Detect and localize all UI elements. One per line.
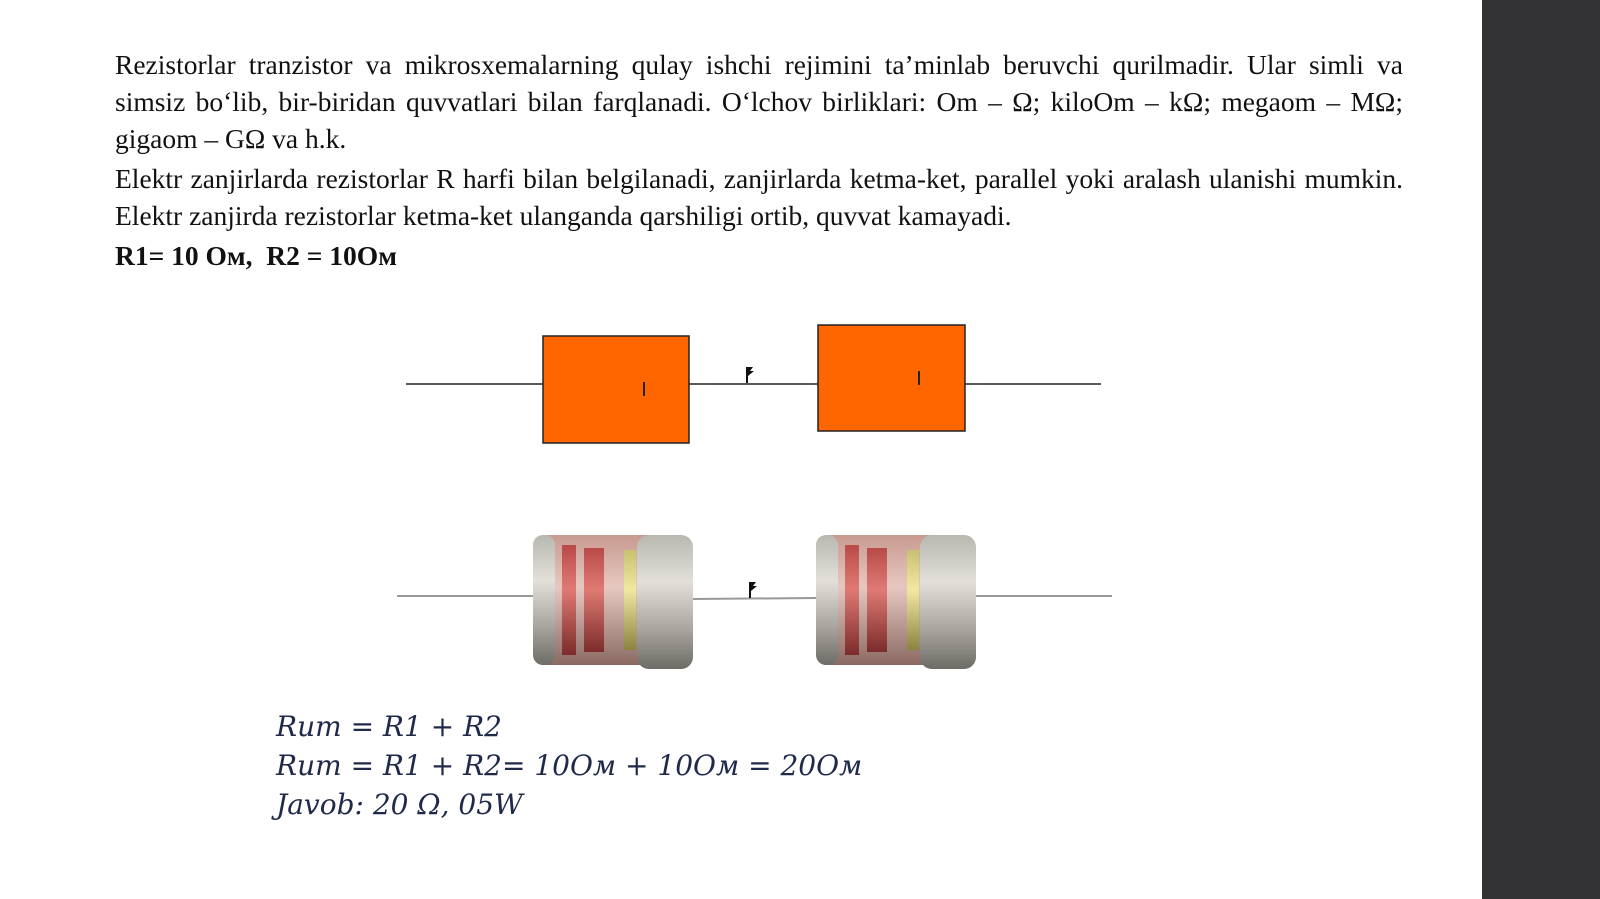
resistor-cap-right	[637, 535, 693, 669]
formula-calculation: Rum = R1 + R2= 10Ом + 10Ом = 20Ом	[276, 749, 863, 782]
formula-sum: Rum = R1 + R2	[276, 710, 502, 743]
wire-junction-marker-icon	[749, 582, 757, 598]
wire-junction-marker-icon	[746, 367, 754, 383]
resistor-r2-realistic	[816, 535, 976, 669]
notation-paragraph: Elektr zanjirlarda rezistorlar R harfi bilan belgilanadi, zanjirlarda ketma-ket, parallel yoki aralash ulanishi mumkin. Elektr zanjirda rezistorlar ketma-ket ulanganda qarshiligi ortib, quvvat kamayadi.	[115, 163, 1403, 231]
resistor-band-icon	[562, 545, 576, 655]
resistor-band-icon	[867, 548, 887, 652]
resistance-values: R1= 10 Ом, R2 = 10Ом	[115, 240, 397, 271]
lead-middle	[693, 598, 816, 599]
realistic-series	[397, 535, 1112, 669]
resistor-band-icon	[584, 548, 604, 652]
resistor-band-icon	[907, 550, 919, 650]
resistor-cap-right	[920, 535, 976, 669]
intro-paragraph: Rezistorlar tranzistor va mikrosxemalarning qulay ishchi rejimini ta’minlab beruvchi qurilmadir. Ular simli va simsiz bo‘lib, bir-biridan quvvatlari bilan farqlanadi. O‘lchov birliklari: Om – Ω; kiloOm – kΩ; megaom – MΩ; gigaom – GΩ va h.k.	[115, 49, 1403, 154]
resistor-box-r1	[543, 336, 689, 443]
resistor-cap-left	[533, 535, 555, 665]
right-sidebar	[1482, 0, 1600, 899]
schematic-series	[406, 325, 1101, 443]
resistor-box-r2	[818, 325, 965, 431]
formula-answer: Javob: 20 Ω, 05W	[276, 788, 523, 821]
resistor-r1-realistic	[533, 535, 693, 669]
resistor-band-icon	[845, 545, 859, 655]
resistor-band-icon	[624, 550, 636, 650]
resistor-cap-left	[816, 535, 838, 665]
